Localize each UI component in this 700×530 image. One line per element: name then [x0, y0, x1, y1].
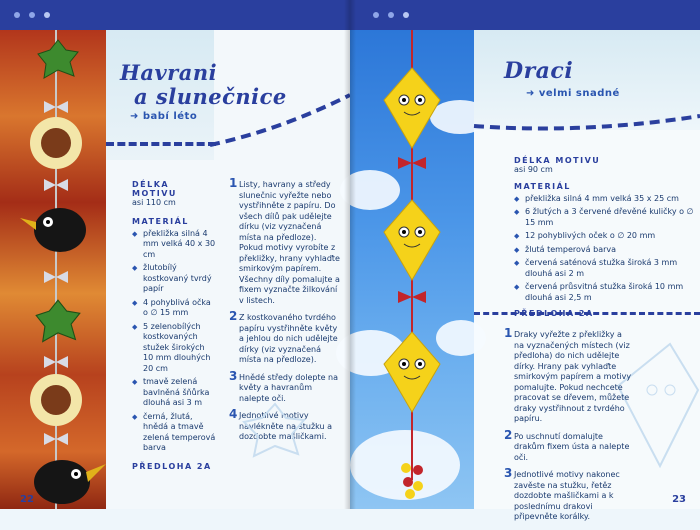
step-text: Po uschnutí domalujte drakům fixem ústa a nalepte oči. — [514, 431, 630, 462]
instructions-column — [504, 326, 634, 530]
leaf-icon — [34, 298, 82, 346]
materials-list — [514, 194, 694, 304]
material-label: MATERIÁL — [132, 216, 189, 226]
list-item: ◆ 5 zelenobílých kostkovaných stužek širokých 10 mm dlouhých 20 cm — [132, 322, 216, 375]
step-2 — [504, 427, 634, 464]
bow-icon — [396, 290, 428, 304]
band-dot — [388, 12, 394, 18]
dashed-divider — [106, 142, 216, 146]
bow-icon — [42, 432, 70, 446]
list-item: ◆ červená průsvitná stužka široká 10 mm dlouhá asi 2,5 m — [514, 282, 694, 303]
size-value: asi 90 cm — [514, 165, 553, 174]
raven-icon — [26, 450, 106, 508]
page-title: Draci — [504, 58, 574, 84]
step-number: 3 — [229, 368, 238, 383]
list-item: ◆ žlutobílý kostkovaný tvrdý papír — [132, 263, 216, 295]
step-number: 1 — [229, 176, 238, 190]
photo-ravens-sunflowers — [0, 30, 106, 509]
list-item: ◆ žlutá temperová barva — [514, 245, 694, 256]
right-page — [350, 0, 700, 521]
left-page — [0, 0, 350, 509]
band-dot — [44, 12, 50, 18]
materials-column — [132, 180, 216, 471]
band-dot — [29, 12, 35, 18]
size-label: MOTIVU — [132, 189, 177, 198]
step-number: 2 — [504, 427, 513, 442]
list-item: ◆ 12 pohyblivých oček o ∅ 20 mm — [514, 231, 694, 242]
page-number: 22 — [20, 494, 34, 505]
band-dot — [403, 12, 409, 18]
material-label: MATERIÁL — [514, 181, 571, 191]
difficulty-label: ➜ babí léto — [130, 111, 198, 122]
step-text: Listy, havrany a středy slunečnic vyřežte nebo vystřihněte z papíru. Do všech dílů pak udělejte dírku (viz vyznačená místa na předloze). Pokud motivy vyrobíte z překližky, hrany vyhlaďte smirkovým papírem. Všechny díly pomalujte a fixem vyznačte žilkování v listech. — [239, 180, 340, 305]
materials-column — [514, 156, 694, 318]
step-text: Jednotlivé motivy nakonec zavěste na stužku, řetěz dozdobte mašličkami a k poslednímu drakovi připevněte korálky. — [514, 470, 620, 521]
bow-icon — [42, 270, 70, 284]
step-text: Draky vyřežte z překližky a na vyznačených místech (viz předloha) do nich udělejte dírky. Hrany pak vyhlaďte smirkovým papírem a motivy pomalujte. Pokud nechcete pracovat se dřevem, můžete draky vystřihnout z tvrdého papíru. — [514, 330, 632, 423]
size-label: DÉLKA MOTIVU — [514, 156, 601, 165]
book-gutter — [344, 0, 356, 509]
leaf-outline-icon — [240, 400, 310, 460]
kite-icon — [382, 66, 442, 150]
size-value: asi 110 cm — [132, 198, 176, 207]
step-3 — [504, 466, 634, 523]
list-item: ◆ překližka silná 4 mm velká 35 x 25 cm — [514, 194, 694, 205]
sunflower-icon — [28, 372, 84, 428]
template-label: PŘEDLOHA 2A — [514, 309, 594, 318]
step-number: 2 — [229, 309, 238, 323]
step-1 — [504, 326, 634, 425]
list-item: ◆ červená saténová stužka široká 3 mm dlouhá asi 2 m — [514, 258, 694, 279]
photo-kites — [350, 30, 474, 509]
step-number: 4 — [229, 407, 238, 421]
kite-icon — [382, 198, 442, 282]
bow-icon — [42, 178, 70, 192]
cloud — [436, 320, 486, 356]
bow-icon — [396, 156, 428, 170]
list-item: ◆ překližka silná 4 mm velká 40 x 30 cm — [132, 229, 216, 261]
top-band — [0, 0, 350, 30]
list-item: ◆ 4 pohyblivá očka o ∅ 15 mm — [132, 298, 216, 319]
dashed-curve — [210, 90, 350, 150]
step-number: 1 — [504, 326, 513, 340]
size-label: DÉLKA — [132, 180, 170, 189]
step-text: Hnědé středy dolepte na květy a havranům nalepte oči. — [239, 372, 339, 403]
bow-icon — [42, 100, 70, 114]
kite-icon — [382, 330, 442, 414]
step-number: 3 — [504, 466, 513, 480]
page-number: 23 — [672, 494, 686, 505]
step-2 — [229, 309, 341, 366]
dashed-divider — [474, 312, 700, 315]
raven-icon — [20, 200, 94, 256]
dashed-curve — [474, 110, 700, 150]
materials-list — [132, 229, 216, 454]
step-text: Jednotlivé motivy navlékněte na stužku a dozdobte mašličkami. — [239, 411, 333, 441]
band-dot — [14, 12, 20, 18]
bow-icon — [42, 355, 70, 369]
page-title-line2: a slunečnice — [134, 84, 287, 109]
difficulty-label: ➜ velmi snadné — [526, 88, 620, 99]
top-band — [350, 0, 700, 30]
sunflower-icon — [28, 115, 84, 171]
band-dot — [373, 12, 379, 18]
step-1 — [229, 176, 341, 306]
beads-icon — [398, 460, 426, 500]
template-label: PŘEDLOHA 2A — [132, 461, 212, 471]
leaf-icon — [36, 38, 80, 82]
list-item: ◆ černá, žlutá, hnědá a tmavě zelená temperová barva — [132, 412, 216, 454]
list-item: ◆ 6 žlutých a 3 červené dřevěné kuličky o ∅ 15 mm — [514, 207, 694, 228]
page-title-line1: Havrani — [120, 60, 218, 85]
step-text: Z kostkovaného tvrdého papíru vystřihněte květy a jehlou do nich udělejte dírky (viz vyznačená místa na předloze). — [239, 313, 338, 364]
list-item: ◆ tmavě zelená bavlněná šňůrka dlouhá asi 3 m — [132, 377, 216, 409]
